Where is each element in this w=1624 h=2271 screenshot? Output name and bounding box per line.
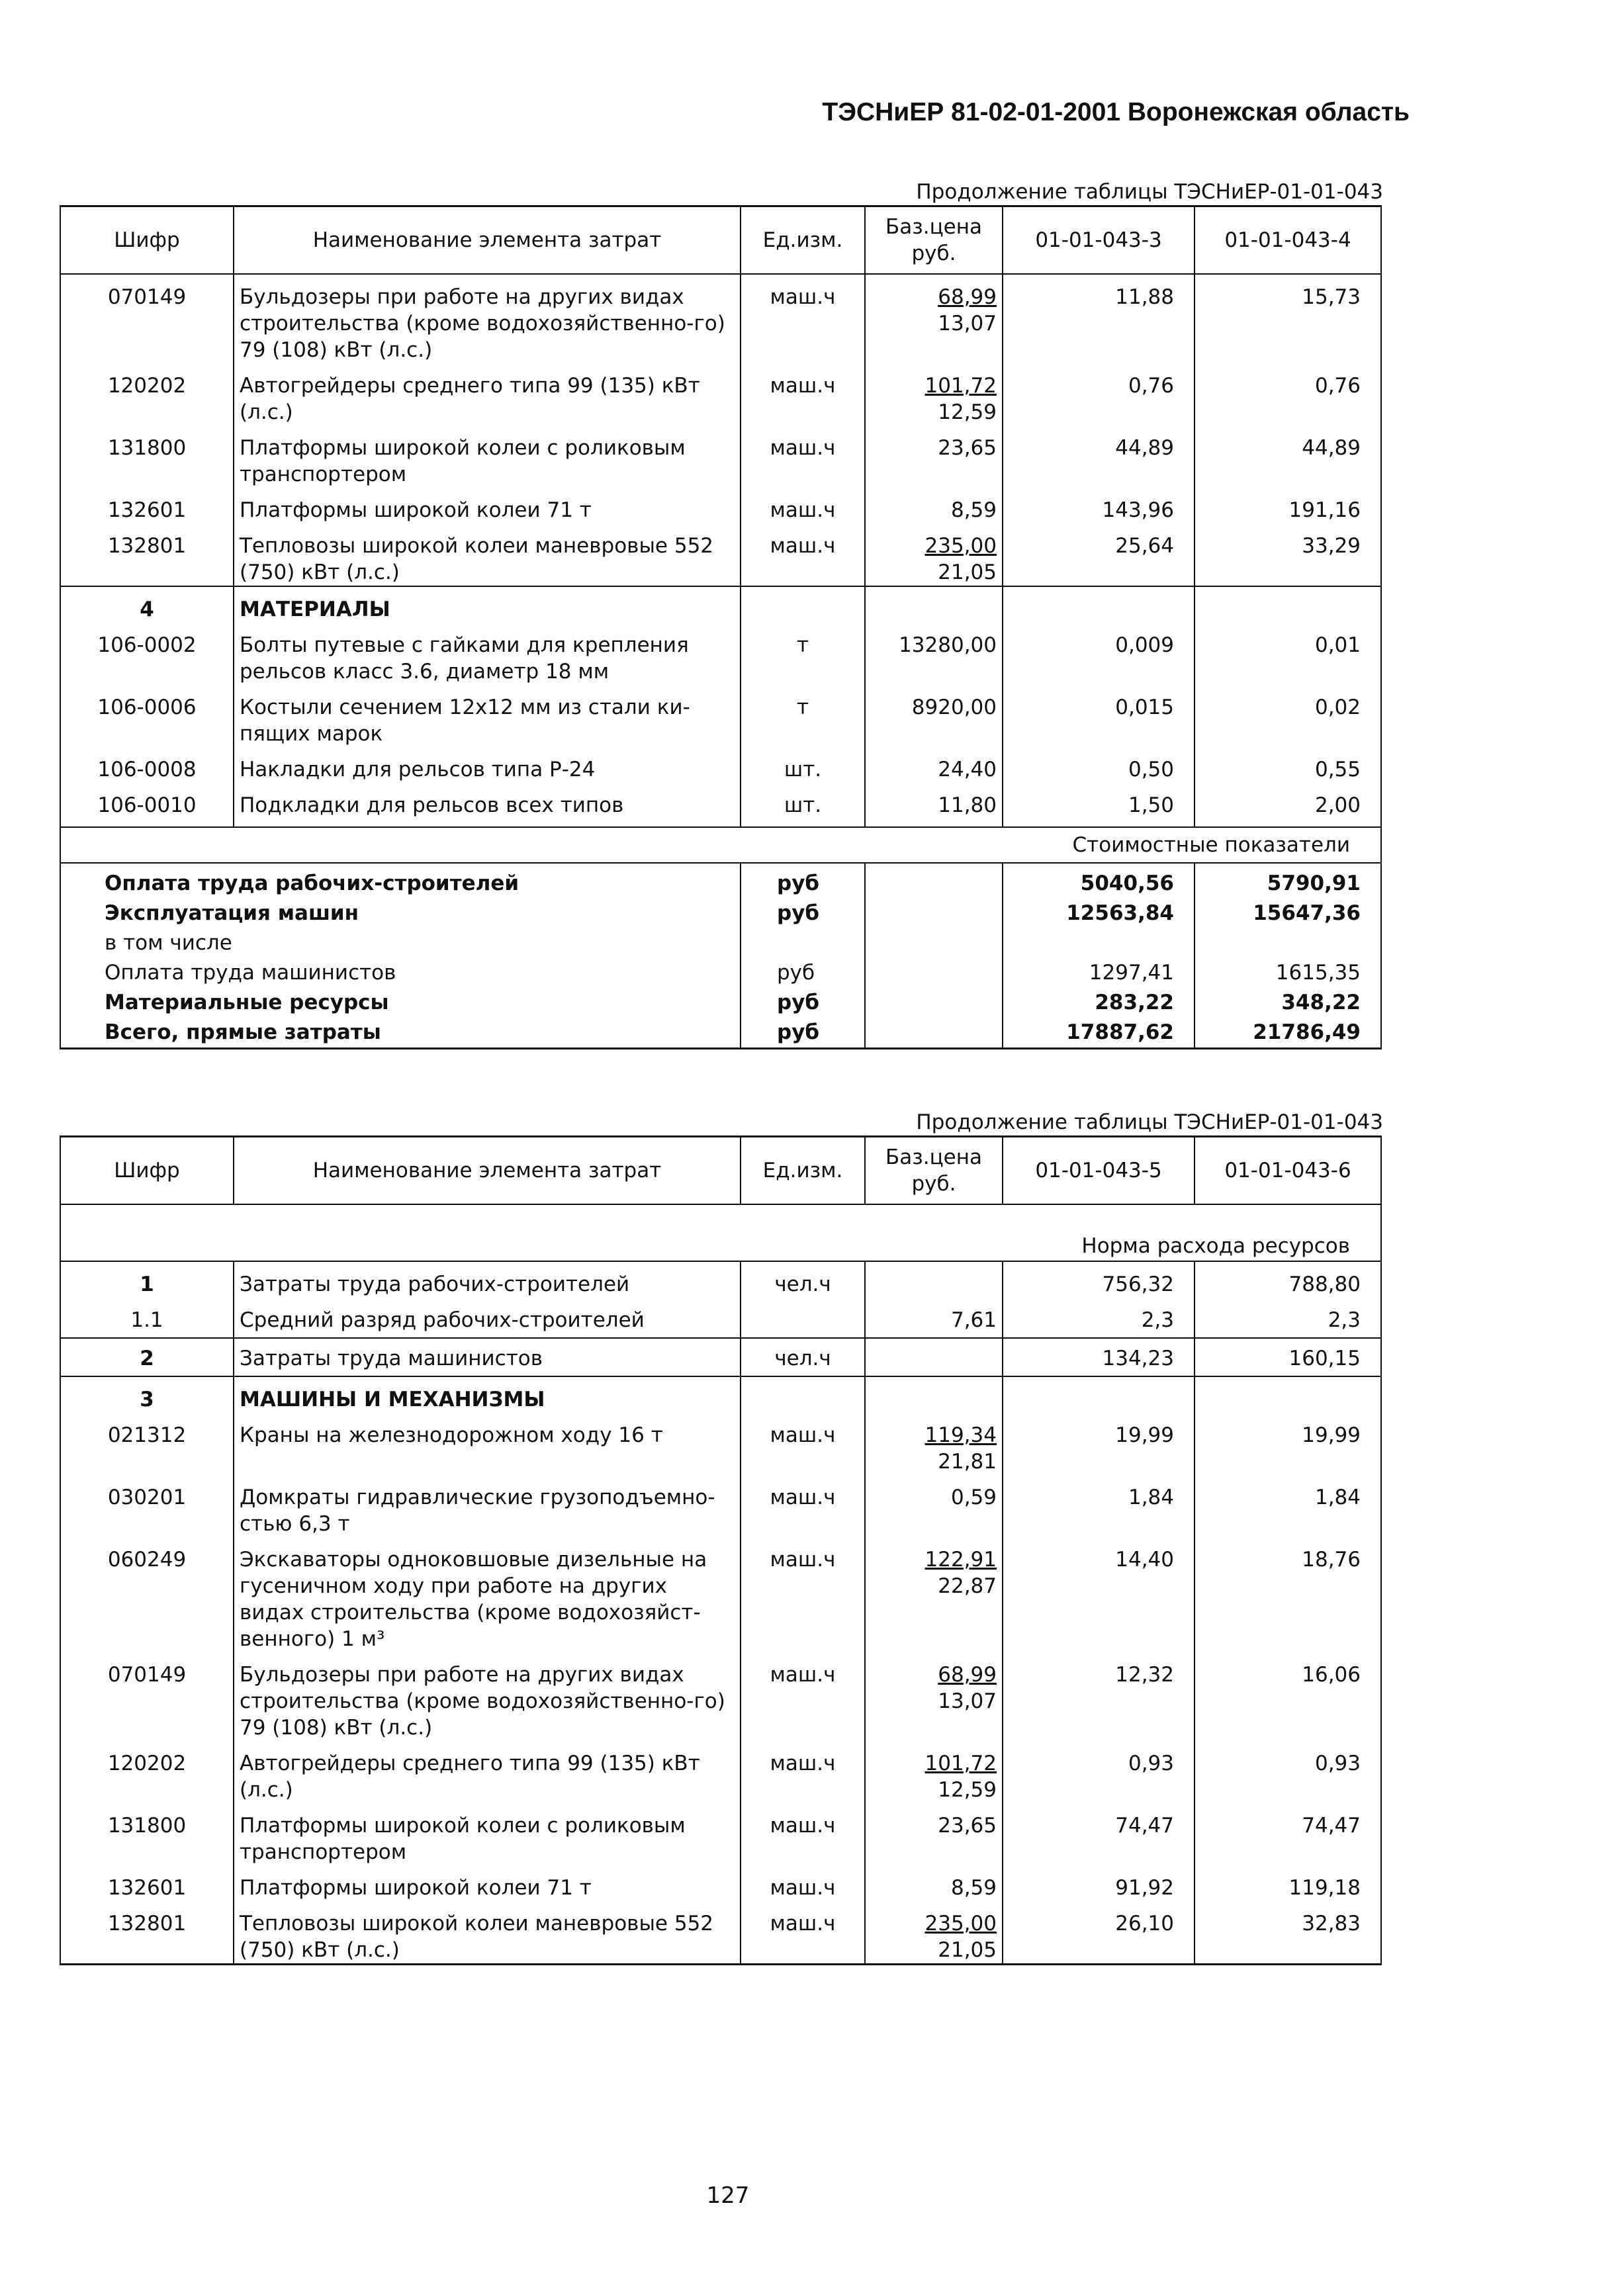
row-value-1: 1,50 [1003, 783, 1195, 827]
table-row [60, 1475, 1381, 1537]
total-row [60, 899, 1381, 928]
row-price [865, 1537, 1003, 1652]
total-value-2: 348,22 [1195, 988, 1381, 1018]
col-header-unit: Ед.изм. [741, 1137, 865, 1205]
row-code: 120202 [60, 363, 234, 425]
price-value: 101,72 [925, 1752, 997, 1775]
row-unit: маш.ч [741, 1475, 865, 1537]
row-value-1: 756,32 [1003, 1261, 1195, 1298]
row-price [865, 1741, 1003, 1803]
col-header-code: Шифр [60, 206, 234, 275]
row-value-1: 12,32 [1003, 1652, 1195, 1741]
total-value-1: 5040,56 [1003, 863, 1195, 899]
row-name: Бульдозеры при работе на других видах строительства (кроме водохозяйственно-го) 79 (108) кВт (л.с.) [234, 274, 741, 363]
row-value-2: 32,83 [1195, 1901, 1381, 1965]
total-unit: руб [741, 988, 865, 1018]
row-value-1: 26,10 [1003, 1901, 1195, 1965]
row-price: 8,59 [865, 1865, 1003, 1901]
row-code: 030201 [60, 1475, 234, 1537]
table-row [60, 1261, 1381, 1298]
table-row [60, 1865, 1381, 1901]
price-wage-value: 21,81 [938, 1450, 997, 1474]
row-name: Тепловозы широкой колеи маневровые 552 (750) кВт (л.с.) [234, 1901, 741, 1965]
section-row-machines [60, 1376, 1381, 1413]
row-value-2: 0,02 [1195, 685, 1381, 747]
price-value: 68,99 [938, 285, 997, 309]
row-value-1: 11,88 [1003, 274, 1195, 363]
col-header-unit: Ед.изм. [741, 206, 865, 275]
col-header-name: Наименование элемента затрат [234, 206, 741, 275]
row-name: Автогрейдеры среднего типа 99 (135) кВт (л.с.) [234, 363, 741, 425]
row-unit: шт. [741, 747, 865, 783]
col-header-norm-4: 01-01-043-4 [1195, 206, 1381, 275]
row-value-2: 0,55 [1195, 747, 1381, 783]
row-value-1: 0,76 [1003, 363, 1195, 425]
col-header-norm-5: 01-01-043-5 [1003, 1137, 1195, 1205]
row-unit: маш.ч [741, 363, 865, 425]
row-code: 1 [60, 1261, 234, 1298]
row-code: 132601 [60, 488, 234, 523]
price-wage-value: 21,05 [938, 560, 997, 584]
cost-indicators-header: Стоимостные показатели [60, 827, 1381, 863]
row-unit: шт. [741, 783, 865, 827]
price-value: 235,00 [925, 534, 997, 558]
row-value-1: 1,84 [1003, 1475, 1195, 1537]
total-value-2: 5790,91 [1195, 863, 1381, 899]
table2-continuation-note: Продолжение таблицы ТЭСНиЕР-01-01-043 [916, 1110, 1383, 1134]
row-name: Накладки для рельсов типа Р-24 [234, 747, 741, 783]
row-name: Затраты труда рабочих-строителей [234, 1261, 741, 1298]
row-value-1: 134,23 [1003, 1338, 1195, 1376]
row-unit: маш.ч [741, 1413, 865, 1475]
row-name: Платформы широкой колеи 71 т [234, 1865, 741, 1901]
row-name: Платформы широкой колеи 71 т [234, 488, 741, 523]
row-unit: маш.ч [741, 1741, 865, 1803]
row-value-2: 788,80 [1195, 1261, 1381, 1298]
price-value: 122,91 [925, 1548, 997, 1572]
row-unit: маш.ч [741, 488, 865, 523]
row-value-1: 25,64 [1003, 523, 1195, 586]
section-row-materials [60, 586, 1381, 623]
row-value-2: 18,76 [1195, 1537, 1381, 1652]
price-value: 68,99 [938, 1663, 997, 1687]
row-unit: маш.ч [741, 274, 865, 363]
col-header-code: Шифр [60, 1137, 234, 1205]
row-name: Средний разряд рабочих-строителей [234, 1298, 741, 1338]
row-value-1: 0,015 [1003, 685, 1195, 747]
total-label: в том числе [60, 928, 741, 958]
row-value-1: 44,89 [1003, 425, 1195, 488]
row-unit: маш.ч [741, 1537, 865, 1652]
row-price [865, 523, 1003, 586]
row-price: 23,65 [865, 1803, 1003, 1865]
row-unit: чел.ч [741, 1338, 865, 1376]
table-row [60, 1803, 1381, 1865]
row-value-1: 0,93 [1003, 1741, 1195, 1803]
row-name: Экскаваторы одноковшовые дизельные на гусеничном ходу при работе на других видах строительства (кроме водохозяйст-венного) 1 м³ [234, 1537, 741, 1652]
row-price: 7,61 [865, 1298, 1003, 1338]
total-label: Всего, прямые затраты [60, 1018, 741, 1049]
row-price [865, 363, 1003, 425]
row-code: 106-0006 [60, 685, 234, 747]
table-row [60, 685, 1381, 747]
row-value-2: 119,18 [1195, 1865, 1381, 1901]
price-wage-value: 13,07 [938, 312, 997, 335]
page-number: 127 [706, 2182, 750, 2209]
row-unit: маш.ч [741, 425, 865, 488]
table-row [60, 274, 1381, 363]
resource-table-1 [60, 205, 1382, 1049]
row-code: 106-0002 [60, 623, 234, 685]
row-price [865, 1652, 1003, 1741]
row-price: 0,59 [865, 1475, 1003, 1537]
price-value: 119,34 [925, 1423, 997, 1447]
total-label: Эксплуатация машин [60, 899, 741, 928]
table-row [60, 1741, 1381, 1803]
row-value-1: 19,99 [1003, 1413, 1195, 1475]
table-row [60, 1901, 1381, 1965]
row-name: Краны на железнодорожном ходу 16 т [234, 1413, 741, 1475]
row-unit: чел.ч [741, 1261, 865, 1298]
row-value-1: 14,40 [1003, 1537, 1195, 1652]
row-value-1: 0,50 [1003, 747, 1195, 783]
total-unit: руб [741, 863, 865, 899]
total-row [60, 958, 1381, 988]
row-value-2: 0,93 [1195, 1741, 1381, 1803]
row-name: Подкладки для рельсов всех типов [234, 783, 741, 827]
row-value-1: 91,92 [1003, 1865, 1195, 1901]
row-value-2: 19,99 [1195, 1413, 1381, 1475]
row-code: 106-0010 [60, 783, 234, 827]
row-value-2: 2,3 [1195, 1298, 1381, 1338]
row-unit: маш.ч [741, 1865, 865, 1901]
total-label: Материальные ресурсы [60, 988, 741, 1018]
table1-continuation-note: Продолжение таблицы ТЭСНиЕР-01-01-043 [916, 180, 1383, 204]
row-unit: маш.ч [741, 523, 865, 586]
row-value-2: 44,89 [1195, 425, 1381, 488]
col-header-norm-3: 01-01-043-3 [1003, 206, 1195, 275]
norm-header: Норма расхода ресурсов [60, 1204, 1381, 1261]
table-row [60, 425, 1381, 488]
row-code: 070149 [60, 1652, 234, 1741]
table-row [60, 783, 1381, 827]
row-price [865, 1901, 1003, 1965]
total-unit: руб [741, 899, 865, 928]
table-row [60, 363, 1381, 425]
row-value-2: 15,73 [1195, 274, 1381, 363]
row-price [865, 1413, 1003, 1475]
total-value-1: 12563,84 [1003, 899, 1195, 928]
row-name: Домкраты гидравлические грузоподъемно-стью 6,3 т [234, 1475, 741, 1537]
col-header-norm-6: 01-01-043-6 [1195, 1137, 1381, 1205]
total-value-1: 17887,62 [1003, 1018, 1195, 1049]
total-row [60, 863, 1381, 899]
row-name: Бульдозеры при работе на других видах строительства (кроме водохозяйственно-го) 79 (108) кВт (л.с.) [234, 1652, 741, 1741]
row-value-2: 2,00 [1195, 783, 1381, 827]
table-row [60, 523, 1381, 586]
row-unit: т [741, 623, 865, 685]
row-code: 132801 [60, 1901, 234, 1965]
total-value-1: 283,22 [1003, 988, 1195, 1018]
row-name: Костыли сечением 12х12 мм из стали ки-пящих марок [234, 685, 741, 747]
row-code: 070149 [60, 274, 234, 363]
row-code: 1.1 [60, 1298, 234, 1338]
row-unit: маш.ч [741, 1803, 865, 1865]
row-name: Платформы широкой колеи с роликовым транспортером [234, 1803, 741, 1865]
row-code: 131800 [60, 425, 234, 488]
row-price: 13280,00 [865, 623, 1003, 685]
total-row [60, 1018, 1381, 1049]
resource-table-2 [60, 1136, 1382, 1965]
row-value-2: 160,15 [1195, 1338, 1381, 1376]
section-title: МАТЕРИАЛЫ [234, 586, 741, 623]
row-name: Болты путевые с гайками для крепления рельсов класс 3.6, диаметр 18 мм [234, 623, 741, 685]
row-value-2: 16,06 [1195, 1652, 1381, 1741]
row-name: Автогрейдеры среднего типа 99 (135) кВт (л.с.) [234, 1741, 741, 1803]
row-price [865, 1338, 1003, 1376]
row-value-1: 0,009 [1003, 623, 1195, 685]
row-unit: т [741, 685, 865, 747]
price-value: 101,72 [925, 374, 997, 398]
row-unit [741, 1298, 865, 1338]
col-header-base-price: Баз.цена руб. [865, 1137, 1003, 1205]
row-code: 120202 [60, 1741, 234, 1803]
row-code: 132601 [60, 1865, 234, 1901]
row-value-2: 0,76 [1195, 363, 1381, 425]
row-price [865, 1261, 1003, 1298]
document-title: ТЭСНиЕР 81-02-01-2001 Воронежская область [822, 98, 1410, 126]
price-wage-value: 22,87 [938, 1574, 997, 1598]
table-row [60, 1338, 1381, 1376]
row-code: 060249 [60, 1537, 234, 1652]
row-code: 021312 [60, 1413, 234, 1475]
total-unit: руб [741, 958, 865, 988]
row-value-2: 1,84 [1195, 1475, 1381, 1537]
table-row [60, 488, 1381, 523]
row-price: 8,59 [865, 488, 1003, 523]
table-row [60, 1298, 1381, 1338]
row-unit: маш.ч [741, 1652, 865, 1741]
price-wage-value: 12,59 [938, 1778, 997, 1802]
row-code: 106-0008 [60, 747, 234, 783]
row-value-1: 143,96 [1003, 488, 1195, 523]
total-label: Оплата труда машинистов [60, 958, 741, 988]
row-price: 11,80 [865, 783, 1003, 827]
row-name: Платформы широкой колеи с роликовым транспортером [234, 425, 741, 488]
table-row [60, 1537, 1381, 1652]
col-header-name: Наименование элемента затрат [234, 1137, 741, 1205]
price-wage-value: 13,07 [938, 1689, 997, 1713]
total-value-2: 1615,35 [1195, 958, 1381, 988]
row-price: 24,40 [865, 747, 1003, 783]
total-value-2: 21786,49 [1195, 1018, 1381, 1049]
total-row [60, 928, 1381, 958]
price-wage-value: 12,59 [938, 400, 997, 424]
table2-header-row [60, 1137, 1381, 1205]
table-row [60, 747, 1381, 783]
row-price: 23,65 [865, 425, 1003, 488]
row-price: 8920,00 [865, 685, 1003, 747]
row-code: 2 [60, 1338, 234, 1376]
total-unit: руб [741, 1018, 865, 1049]
row-value-1: 2,3 [1003, 1298, 1195, 1338]
row-price [865, 274, 1003, 363]
norm-header-row [60, 1204, 1381, 1261]
price-value: 235,00 [925, 1912, 997, 1936]
section-code: 4 [60, 586, 234, 623]
row-code: 132801 [60, 523, 234, 586]
table-row [60, 623, 1381, 685]
row-code: 131800 [60, 1803, 234, 1865]
row-value-1: 74,47 [1003, 1803, 1195, 1865]
section-code: 3 [60, 1376, 234, 1413]
cost-indicators-header-row [60, 827, 1381, 863]
total-row [60, 988, 1381, 1018]
price-wage-value: 21,05 [938, 1938, 997, 1962]
table-row [60, 1652, 1381, 1741]
row-value-2: 74,47 [1195, 1803, 1381, 1865]
row-unit: маш.ч [741, 1901, 865, 1965]
row-name: Тепловозы широкой колеи маневровые 552 (750) кВт (л.с.) [234, 523, 741, 586]
row-value-2: 0,01 [1195, 623, 1381, 685]
total-label: Оплата труда рабочих-строителей [60, 863, 741, 899]
col-header-base-price: Баз.цена руб. [865, 206, 1003, 275]
total-value-1: 1297,41 [1003, 958, 1195, 988]
row-name: Затраты труда машинистов [234, 1338, 741, 1376]
table1-header-row [60, 206, 1381, 275]
total-value-2: 15647,36 [1195, 899, 1381, 928]
table-row [60, 1413, 1381, 1475]
row-value-2: 33,29 [1195, 523, 1381, 586]
row-value-2: 191,16 [1195, 488, 1381, 523]
section-title: МАШИНЫ И МЕХАНИЗМЫ [234, 1376, 741, 1413]
